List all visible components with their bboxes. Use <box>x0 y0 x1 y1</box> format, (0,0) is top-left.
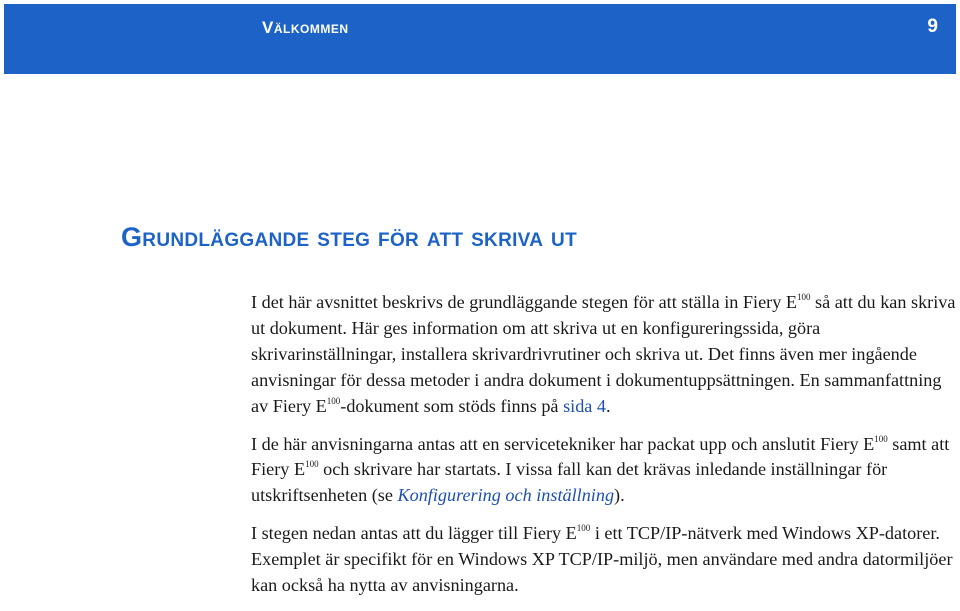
superscript: 100 <box>305 459 319 470</box>
text-run: I stegen nedan antas att du lägger till Fiery E <box>251 523 577 544</box>
config-doc-link[interactable]: Konfigurering och inställning <box>397 485 615 506</box>
paragraph-assumptions <box>251 432 956 510</box>
page-number: 9 <box>927 16 938 37</box>
paragraph-steps <box>251 521 956 599</box>
text-run: . <box>606 395 611 416</box>
section-title: Grundläggande steg för att skriva ut <box>121 222 577 252</box>
text-run: I de här anvisningarna antas att en servicetekniker har packat upp och anslutit Fiery E <box>251 433 875 454</box>
text-run: så att du kan skriva ut dokument. Här ges information om att skriva ut en konfigureringssida, göra skrivarinställningar, installera skrivardrivrutiner och skriva ut. Det finns även mer ingående anvisningar för dessa metoder i andra dokument i dokumentuppsättningen. En sammanfattning av Fiery E <box>251 292 956 416</box>
superscript: 100 <box>576 523 591 534</box>
text-run: och skrivare har startats. I vissa fall kan det krävas inledande inställningar för utskriftsenheten (se <box>251 459 888 506</box>
text-run: samt att Fiery E <box>251 433 950 480</box>
superscript: 100 <box>874 433 888 444</box>
text-run: i ett TCP/IP-nätverk med Windows XP-datorer. Exemplet är specifikt för en Windows XP TCP/IP-miljö, men användare med andra datormiljöer kan också ha nytta av anvisningarna. <box>251 523 953 596</box>
body-text <box>251 290 956 611</box>
text-run: I det här avsnittet beskrivs de grundläggande stegen för att ställa in Fiery E <box>251 292 797 312</box>
text-run: ). <box>614 485 625 506</box>
paragraph-intro <box>251 290 956 420</box>
header-title: Välkommen <box>262 18 349 37</box>
superscript: 100 <box>326 395 341 406</box>
header-bar <box>4 4 956 74</box>
text-run: -dokument som stöds finns på <box>340 395 564 416</box>
superscript: 100 <box>796 292 811 302</box>
page-link[interactable]: sida 4 <box>563 395 607 416</box>
